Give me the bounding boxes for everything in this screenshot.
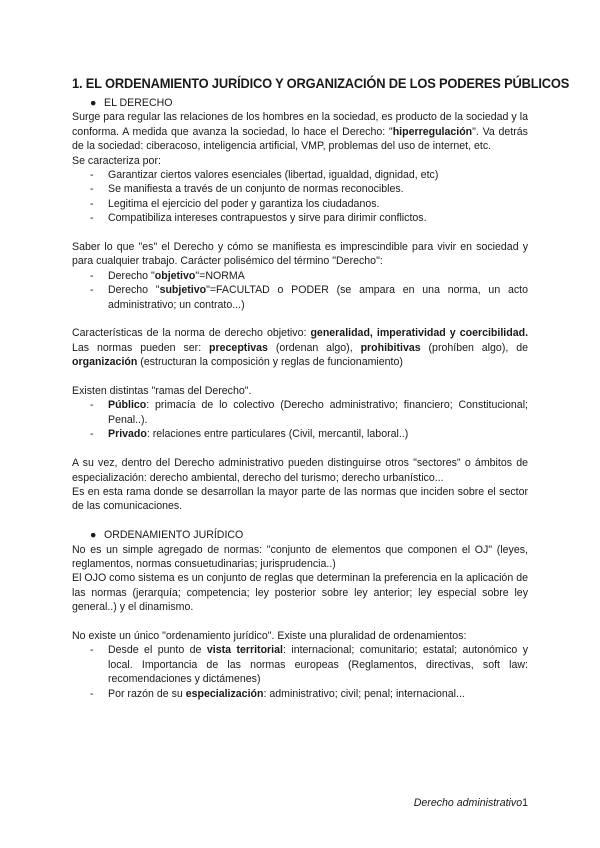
list-item: - Garantizar ciertos valores esenciales (libertad, igualdad, dignidad, etc) xyxy=(90,169,439,182)
paragraph-intro: Surge para regular las relaciones de los hombres en la sociedad, es producto de la sociedad y la conforma. A medida que avanza la sociedad, lo hace el Derecho: "hiperregulación". Va detrás de la sociedad: ciberacoso, inteligencia artificial, VMP, problemas del uso de internet, etc. xyxy=(72,111,528,153)
page-title: 1. EL ORDENAMIENTO JURÍDICO Y ORGANIZACIÓN DE LOS PODERES PÚBLICOS xyxy=(72,75,570,91)
page-number: 1 xyxy=(522,797,528,809)
list-item: - Derecho "objetivo"=NORMA xyxy=(90,269,245,282)
paragraph-norma: Características de la norma de derecho objetivo: generalidad, imperatividad y coercibilidad. Las normas pueden ser: preceptivas (ordenan algo), prohibitivas (prohíben algo), de organización (estructuran la composición y reglas de funcionamiento) xyxy=(72,327,529,369)
paragraph-sectores: A su vez, dentro del Derecho administrativo pueden distinguirse otros "sectores" o ámbitos de especialización: derecho ambiental, derecho del turismo; derecho urbanístico... xyxy=(72,457,528,484)
page-footer: Derecho administrativo1 xyxy=(413,797,528,809)
paragraph-ramas: Existen distintas "ramas del Derecho". xyxy=(72,385,252,398)
paragraph-rama: Es en esta rama donde se desarrollan la mayor parte de las normas que inciden sobre el sector de las comunicaciones. xyxy=(72,485,528,513)
page-content xyxy=(72,74,570,701)
paragraph-oj-3: No existe un único "ordenamiento jurídico". Existe una pluralidad de ordenamientos: xyxy=(72,629,467,642)
bullet-icon: ● xyxy=(90,529,97,542)
list-item: - Se manifiesta a través de un conjunto de normas reconocibles. xyxy=(90,183,404,196)
bullet-icon: ● xyxy=(90,97,97,109)
paragraph-oj-1: No es un simple agregado de normas: "conjunto de elementos que componen el OJ" (leyes, reglamentos, normas consuetudinarias; jurisprudencia..) xyxy=(72,543,528,570)
caracteriza-label: Se caracteriza por: xyxy=(72,154,161,167)
ramas-list xyxy=(72,398,528,441)
characteristics-list xyxy=(72,168,528,226)
list-item: - Derecho "subjetivo"=FACULTAD o PODER (se ampara en una norma, un acto administrativo; un contrato...) xyxy=(90,284,528,311)
list-item: - Desde el punto de vista territorial: internacional; comunitario; estatal; autonómico y local. Importancia de las normas europeas (Reglamentos, directivas, soft law: recomendaciones y dictámenes) xyxy=(90,644,528,686)
section-heading-ordenamiento: ● ORDENAMIENTO JURÍDICO xyxy=(90,529,244,542)
meaning-list xyxy=(72,269,528,312)
list-item: - Compatibiliza intereses contrapuestos y sirve para dirimir conflictos. xyxy=(90,212,427,225)
list-item: - Legitima el ejercicio del poder y garantiza los ciudadanos. xyxy=(90,197,380,210)
section-heading-derecho: ● EL DERECHO xyxy=(90,97,173,109)
ordenamientos-list xyxy=(72,643,528,701)
list-item: - Por razón de su especialización: administrativo; civil; penal; internacional... xyxy=(90,687,465,700)
list-item: - Público: primacía de lo colectivo (Derecho administrativo; financiero; Constitucional; Penal..). xyxy=(90,399,528,426)
paragraph-oj-2: El OJO como sistema es un conjunto de reglas que determinan la preferencia en la aplicación de las normas (jerarquía; competencia; ley posterior sobre ley anterior; ley especial sobre ley general..) y el dinamismo. xyxy=(72,572,528,614)
paragraph-polisemico: Saber lo que "es" el Derecho y cómo se manifiesta es imprescindible para vivir en sociedad y para cualquier trabajo. Carácter polisémico del término "Derecho": xyxy=(72,241,528,268)
list-item: - Privado: relaciones entre particulares (Civil, mercantil, laboral..) xyxy=(90,428,409,441)
